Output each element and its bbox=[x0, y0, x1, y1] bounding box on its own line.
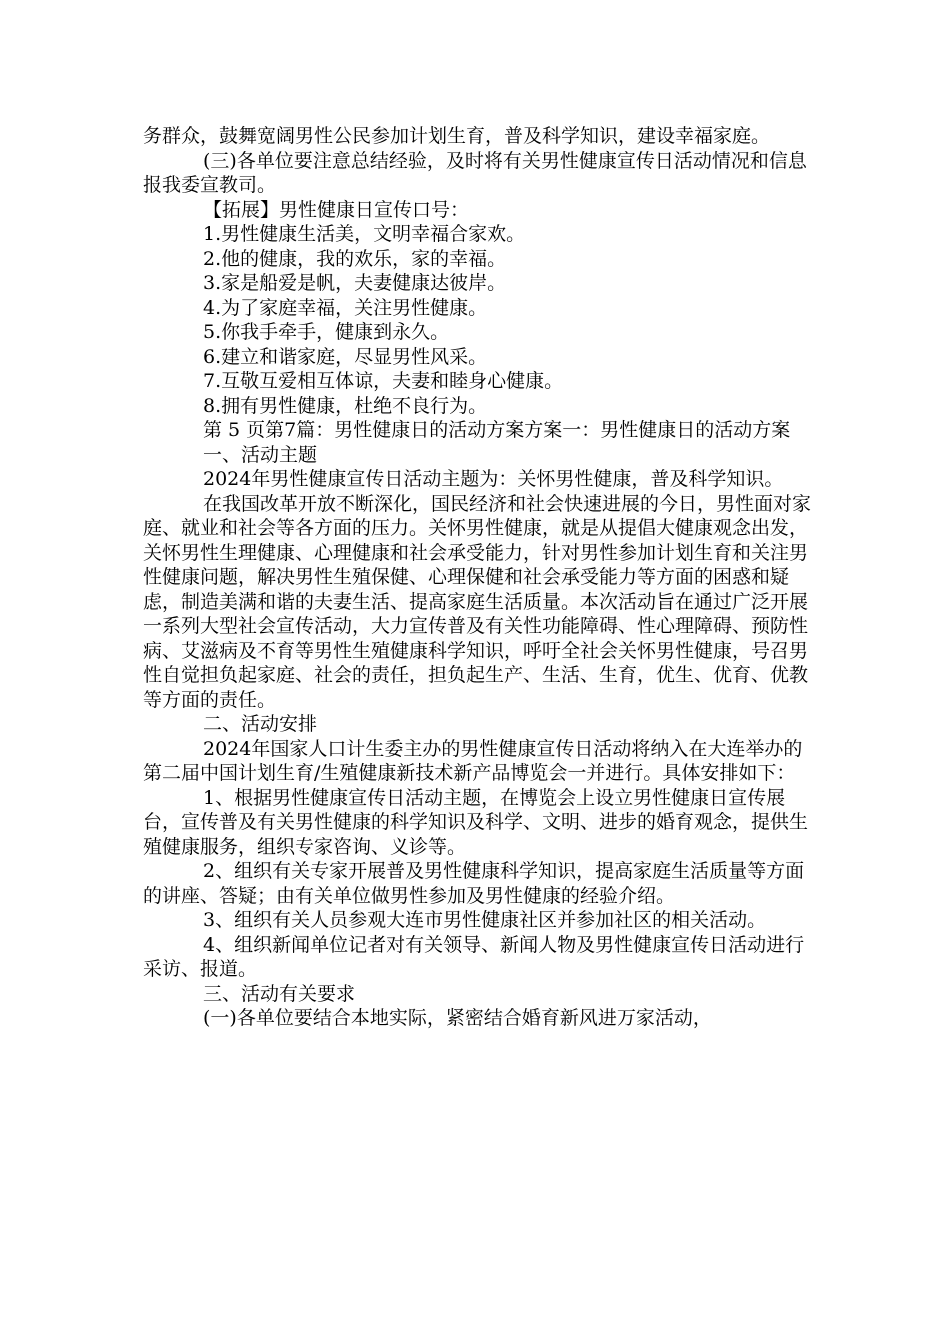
list-item: 3、组织有关人员参观大连市男性健康社区并参加社区的相关活动。 bbox=[203, 909, 767, 931]
slogan-item: 8.拥有男性健康，杜绝不良行为。 bbox=[203, 394, 488, 417]
slogan-item: 3.家是船爱是帆，夫妻健康达彼岸。 bbox=[203, 272, 507, 294]
paragraph: 2024年国家人口计生委主办的男性健康宣传日活动将纳入在大连举办的第二届中国计划生育/生殖健康新技术新产品博览会一并进行。具体安排如下： bbox=[143, 737, 803, 784]
paragraph: 在我国改革开放不断深化，国民经济和社会快速进展的今日，男性面对家庭、就业和社会等各方面的压力。关怀男性健康，就是从提倡大健康观念出发，关怀男性生理健康、心理健康和社会承受能力，针对男性参加计划生育和关注男性健康问题，解决男性生殖保健、心理保健和社会承受能力等方面的困惑和疑虑，制造美满和谐的夫妻生活、提高家庭生活质量。本次活动旨在通过广泛开展一系列大型社会宣传活动，大力宣传普及有关性功能障碍、性心理障碍、预防性病、艾滋病及不育等男性生殖健康科学知识，呼吁全社会关怀男性健康，号召男性自觉担负起家庭、社会的责任，担负起生产、生活、生育，优生、优育、优教等方面的责任。 bbox=[143, 492, 812, 711]
section-heading: 二、活动安排 bbox=[203, 713, 318, 735]
slogan-item: 2.他的健康，我的欢乐，家的幸福。 bbox=[203, 247, 507, 270]
section-heading: 三、活动有关要求 bbox=[203, 982, 356, 1005]
paragraph: 2024年男性健康宣传日活动主题为：关怀男性健康，普及科学知识。 bbox=[203, 468, 784, 490]
list-item: 4、组织新闻单位记者对有关领导、新闻人物及男性健康宣传日活动进行采访、报道。 bbox=[143, 933, 805, 980]
slogan-item: 6.建立和谐家庭，尽显男性风采。 bbox=[203, 345, 488, 368]
list-item: 2、组织有关专家开展普及男性健康科学知识，提高家庭生活质量等方面的讲座、答疑；由有关单位做男性参加及男性健康的经验介绍。 bbox=[143, 860, 805, 907]
slogan-heading: 【拓展】男性健康日宣传口号： bbox=[203, 198, 470, 221]
document-body bbox=[143, 124, 811, 1031]
slogan-item: 7.互敬互爱相互体谅，夫妻和睦身心健康。 bbox=[203, 370, 564, 392]
paragraph: (三)各单位要注意总结经验，及时将有关男性健康宣传日活动情况和信息报我委宣教司。 bbox=[143, 149, 807, 196]
article-title: 第 5 页第7篇：男性健康日的活动方案方案一：男性健康日的活动方案 bbox=[203, 419, 791, 441]
slogan-item: 4.为了家庭幸福，关注男性健康。 bbox=[203, 296, 488, 319]
paragraph: 务群众，鼓舞宽阔男性公民参加计划生育，普及科学知识，建设幸福家庭。 bbox=[143, 125, 771, 147]
paragraph: (一)各单位要结合本地实际，紧密结合婚育新风进万家活动， bbox=[203, 1007, 712, 1029]
section-heading: 一、活动主题 bbox=[203, 443, 318, 466]
slogan-item: 5.你我手牵手，健康到永久。 bbox=[203, 321, 450, 343]
list-item: 1、根据男性健康宣传日活动主题，在博览会上设立男性健康日宣传展台，宣传普及有关男性健康的科学知识及科学、文明、进步的婚育观念，提供生殖健康服务，组织专家咨询、义诊等。 bbox=[143, 786, 809, 858]
slogan-item: 1.男性健康生活美，文明幸福合家欢。 bbox=[203, 223, 526, 245]
